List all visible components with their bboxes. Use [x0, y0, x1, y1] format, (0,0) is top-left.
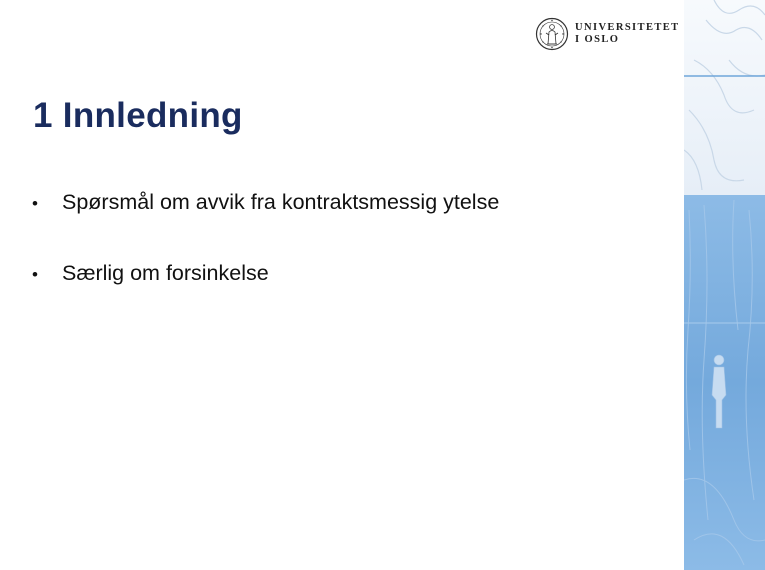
- bullet-text: Spørsmål om avvik fra kontraktsmessig ytelse: [62, 190, 500, 214]
- bullet-item: [32, 261, 499, 291]
- logo-wordmark: [575, 22, 680, 46]
- slide-title: 1 Innledning: [33, 96, 243, 135]
- university-logo: [535, 16, 680, 52]
- bullet-text: Særlig om forsinkelse: [62, 261, 269, 285]
- university-seal-icon: [535, 17, 569, 51]
- logo-line-2: I OSLO: [575, 34, 620, 45]
- bullet-list: [32, 190, 499, 291]
- bullet-dot-icon: •: [32, 194, 38, 213]
- side-decorative-panel: [684, 0, 765, 570]
- logo-line-1: UNIVERSITETET: [575, 22, 680, 33]
- bullet-dot-icon: •: [32, 265, 38, 284]
- bullet-item: [32, 190, 499, 220]
